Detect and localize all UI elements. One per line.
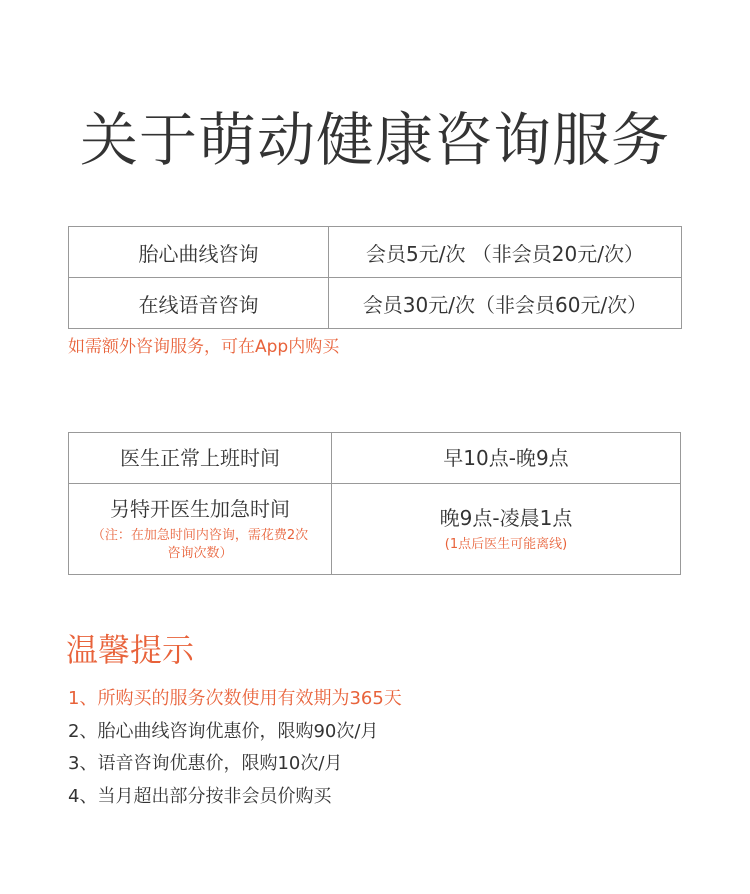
hours-time-cell [332,433,681,484]
hours-label-cell [69,484,332,575]
tips-heading: 温馨提示 [66,631,195,669]
service-name-cell: 在线语音咨询 [69,278,329,329]
doctor-hours-table [68,432,681,575]
consultation-fee-table [68,226,682,329]
table-row [69,484,681,575]
list-item: 4、当月超出部分按非会员价购买 [68,785,332,807]
service-price-cell: 会员5元/次 （非会员20元/次） [329,227,682,278]
hours-label-cell [69,433,332,484]
table-row [69,433,681,484]
list-item: 2、胎心曲线咨询优惠价，限购90次/月 [68,720,379,742]
page-title: 关于萌动健康咨询服务 [79,106,670,174]
hours-time: 晚9点-凌晨1点 [439,506,573,530]
hours-time: 早10点-晚9点 [443,446,569,470]
table-row [69,227,682,278]
hours-label: 医生正常上班时间 [120,446,280,470]
table-row [69,278,682,329]
list-item: 3、语音咨询优惠价，限购10次/月 [68,753,343,774]
hours-label: 另特开医生加急时间 [110,497,290,521]
service-name-cell: 胎心曲线咨询 [69,227,329,278]
tips-list [68,683,402,813]
service-price-cell: 会员30元/次（非会员60元/次） [329,278,682,329]
extra-purchase-note: 如需额外咨询服务，可在App内购买 [68,337,340,357]
list-item: 1、所购买的服务次数使用有效期为365天 [68,688,402,709]
hours-time-note: (1点后医生可能离线) [444,537,568,552]
hours-time-cell [332,484,681,575]
hours-label-note: （注：在加急时间内咨询，需花费2次咨询次数） [91,528,309,561]
